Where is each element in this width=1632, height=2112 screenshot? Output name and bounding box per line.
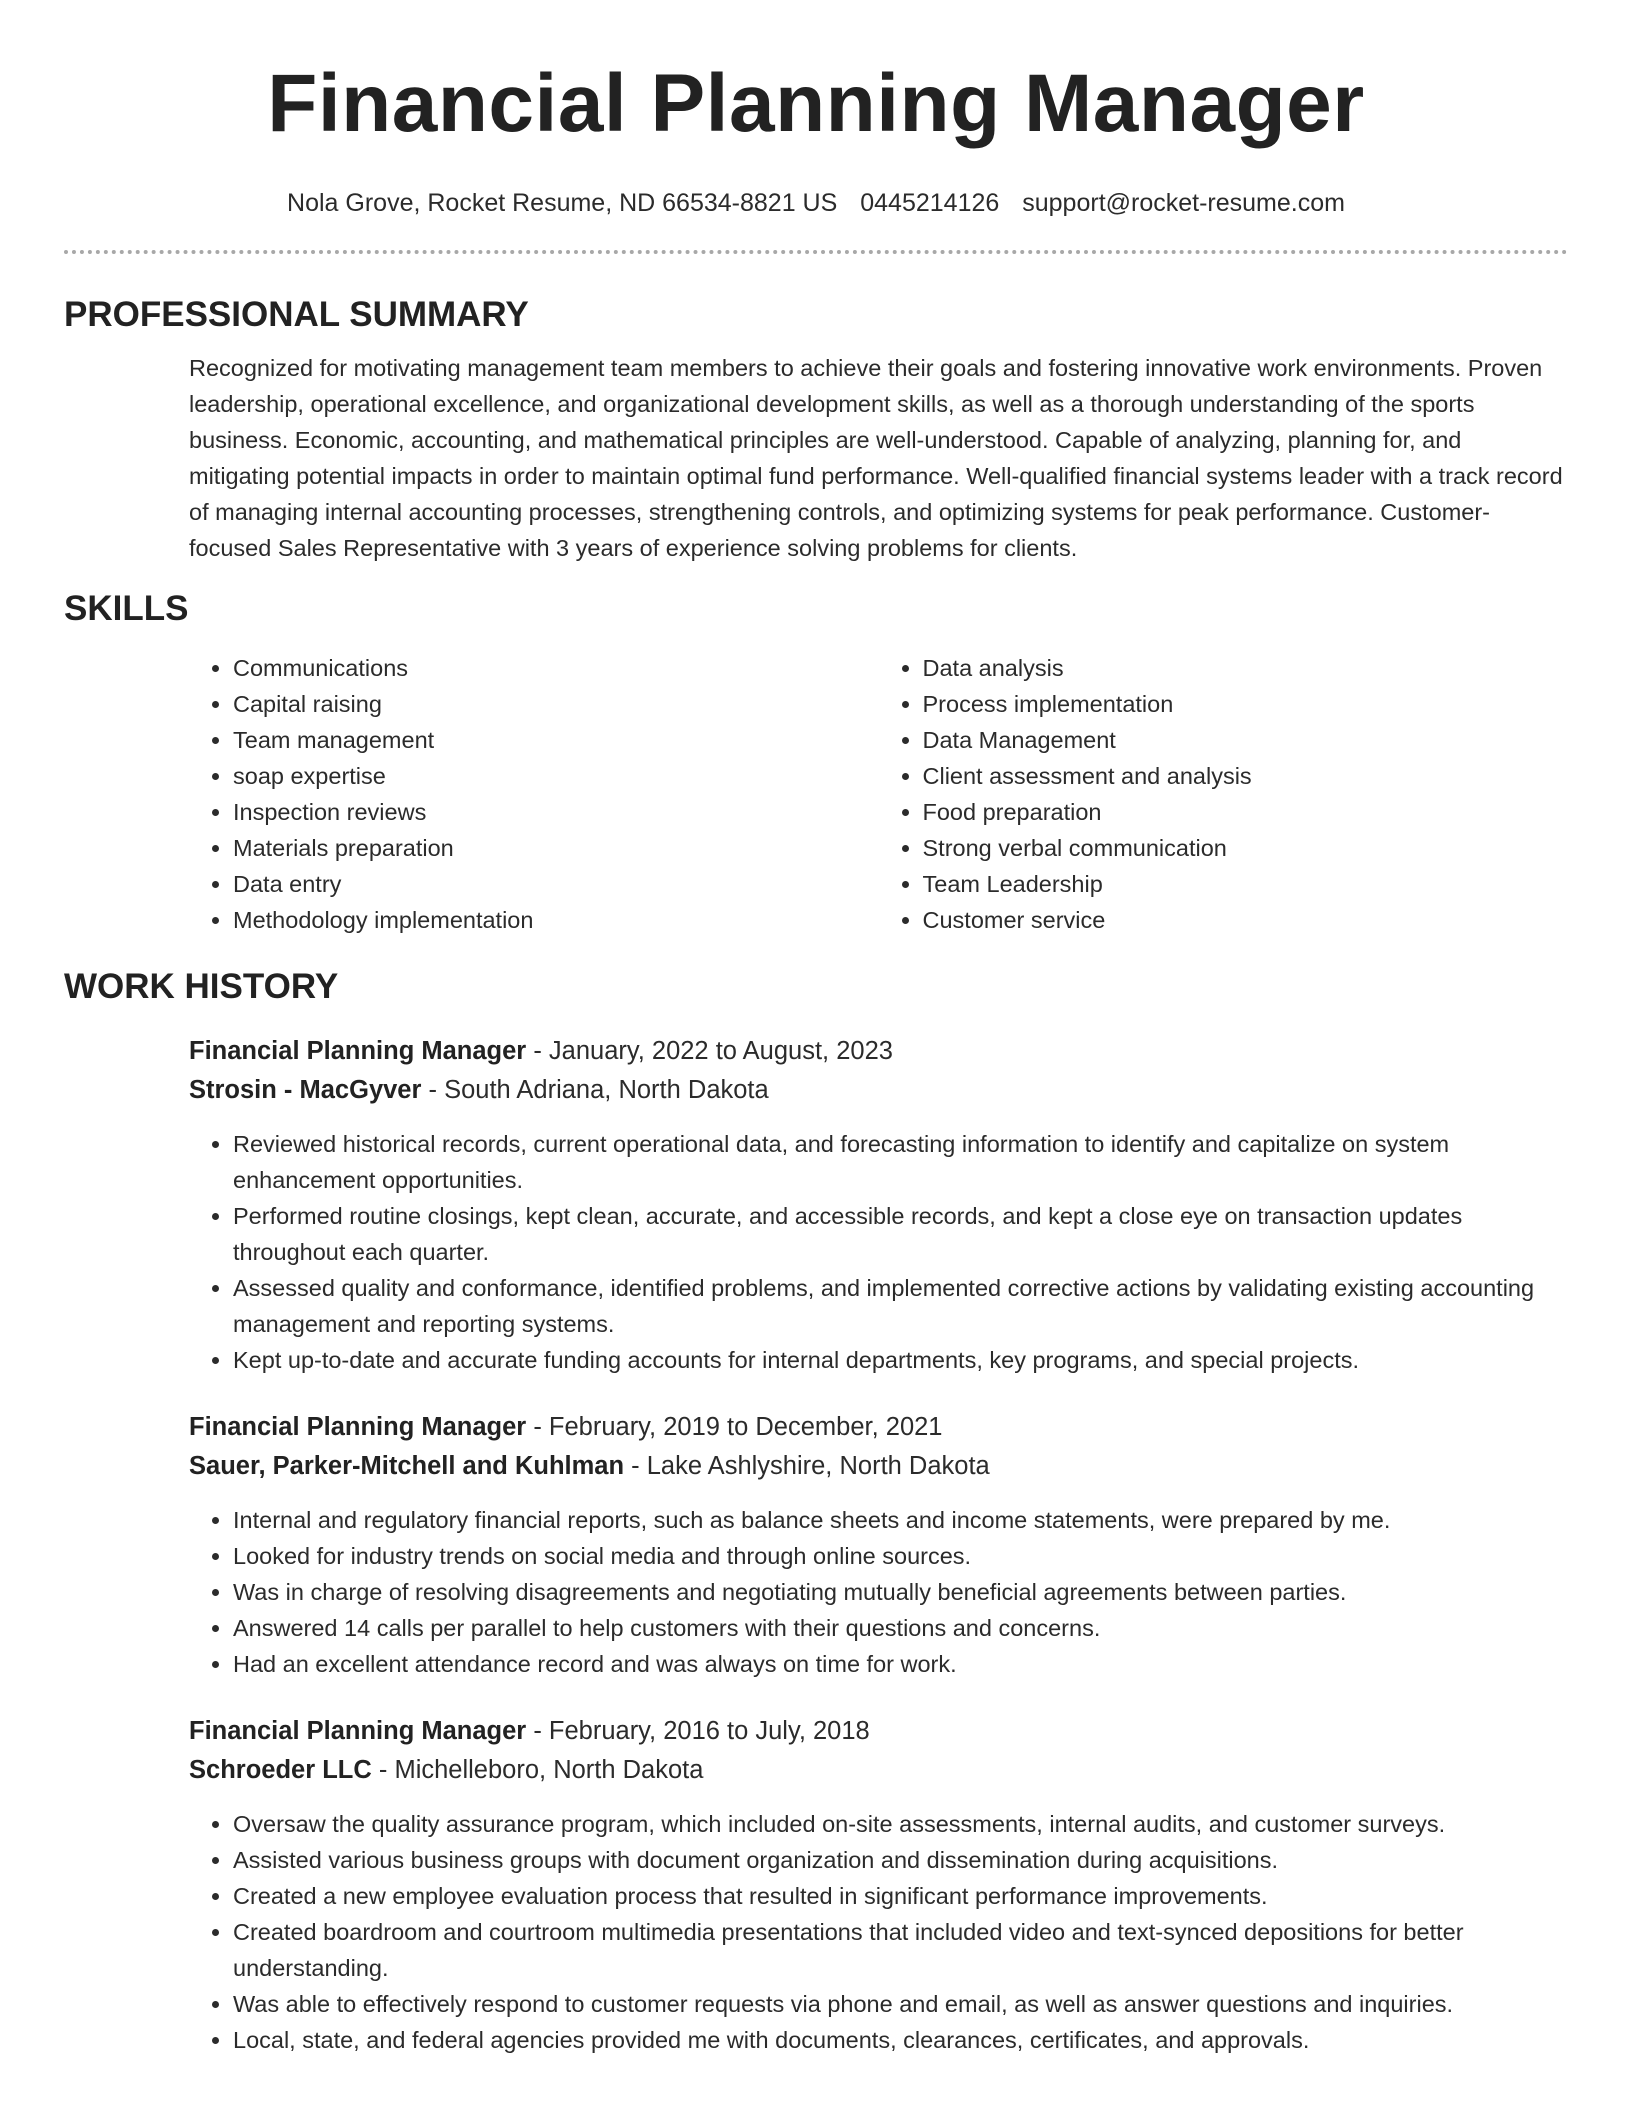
contact-email: support@rocket-resume.com xyxy=(1022,189,1345,217)
contact-address: Nola Grove, Rocket Resume, ND 66534-8821 US xyxy=(287,189,838,217)
skill-item: • Strong verbal communication xyxy=(923,830,1569,866)
duty-item: • Assessed quality and conformance, identified problems, and implemented corrective actions by validating existing accounting management and reporting systems. xyxy=(233,1270,1568,1342)
skill-item: • Team management xyxy=(233,722,879,758)
job-dates: - February, 2019 to December, 2021 xyxy=(526,1413,943,1441)
job-company: Strosin - MacGyver xyxy=(189,1076,422,1104)
job-entry xyxy=(0,1408,1632,1682)
summary-heading: PROFESSIONAL SUMMARY xyxy=(64,295,529,334)
skill-item: • Inspection reviews xyxy=(233,794,879,830)
duty-item: • Created a new employee evaluation process that resulted in significant performance improvements. xyxy=(233,1878,1568,1914)
skill-item: • Capital raising xyxy=(233,686,879,722)
job-dates: - January, 2022 to August, 2023 xyxy=(526,1037,893,1065)
job-company-line xyxy=(189,1751,1568,1790)
job-entry xyxy=(0,1712,1632,2058)
job-dates: - February, 2016 to July, 2018 xyxy=(526,1717,870,1745)
duty-item: • Created boardroom and courtroom multimedia presentations that included video and text-synced depositions for better understanding. xyxy=(233,1914,1568,1986)
duty-item: • Had an excellent attendance record and was always on time for work. xyxy=(233,1646,1568,1682)
skill-item: • soap expertise xyxy=(233,758,879,794)
skill-item: • Communications xyxy=(233,650,879,686)
job-company-line xyxy=(189,1447,1568,1486)
skill-item: • Data Management xyxy=(923,722,1569,758)
job-title-line xyxy=(189,1712,1568,1751)
duty-item: • Oversaw the quality assurance program, which included on-site assessments, internal audits, and customer surveys. xyxy=(233,1806,1568,1842)
skills-column-right xyxy=(879,650,1569,938)
job-title: Financial Planning Manager xyxy=(189,1413,527,1441)
skill-item: • Process implementation xyxy=(923,686,1569,722)
job-title: Financial Planning Manager xyxy=(189,1037,527,1065)
duty-item: • Assisted various business groups with document organization and dissemination during acquisitions. xyxy=(233,1842,1568,1878)
skill-item: • Team Leadership xyxy=(923,866,1569,902)
job-duties xyxy=(189,1502,1568,1682)
job-company: Schroeder LLC xyxy=(189,1756,372,1784)
header-divider xyxy=(64,250,1568,254)
skill-item: • Food preparation xyxy=(923,794,1569,830)
summary-text: Recognized for motivating management team members to achieve their goals and fostering innovative work environments. Proven leadership, operational excellence, and organizational development skills, as well as a thorough understanding of the sports business. Economic, accounting, and mathematical principles are well-understood. Capable of analyzing, planning for, and mitigating potential impacts in order to maintain optimal fund performance. Well-qualified financial systems leader with a track record of managing internal accounting processes, strengthening controls, and optimizing systems for peak performance. Customer-focused Sales Representative with 3 years of experience solving problems for clients. xyxy=(189,355,1563,561)
job-entry xyxy=(0,1032,1632,1378)
skill-item: • Methodology implementation xyxy=(233,902,879,938)
skill-item: • Client assessment and analysis xyxy=(923,758,1569,794)
job-duties xyxy=(189,1806,1568,2058)
job-title-line xyxy=(189,1408,1568,1447)
duty-item: • Was able to effectively respond to customer requests via phone and email, as well as answer questions and inquiries. xyxy=(233,1986,1568,2022)
duty-item: • Kept up-to-date and accurate funding accounts for internal departments, key programs, and special projects. xyxy=(233,1342,1568,1378)
duty-item: • Looked for industry trends on social media and through online sources. xyxy=(233,1538,1568,1574)
resume-name: Financial Planning Manager xyxy=(267,58,1365,149)
skills-heading: SKILLS xyxy=(64,589,189,628)
job-location: - South Adriana, North Dakota xyxy=(421,1076,769,1104)
skill-item: • Data analysis xyxy=(923,650,1569,686)
skill-item: • Customer service xyxy=(923,902,1569,938)
skill-item: • Data entry xyxy=(233,866,879,902)
job-title-line xyxy=(189,1032,1568,1071)
job-duties xyxy=(189,1126,1568,1378)
skills-list xyxy=(0,650,1632,938)
duty-item: • Local, state, and federal agencies provided me with documents, clearances, certificates, and approvals. xyxy=(233,2022,1568,2058)
skills-column-left xyxy=(189,650,879,938)
duty-item: • Was in charge of resolving disagreements and negotiating mutually beneficial agreements between parties. xyxy=(233,1574,1568,1610)
contact-line xyxy=(0,188,1632,218)
duty-item: • Internal and regulatory financial reports, such as balance sheets and income statements, were prepared by me. xyxy=(233,1502,1568,1538)
duty-item: • Reviewed historical records, current operational data, and forecasting information to identify and capitalize on system enhancement opportunities. xyxy=(233,1126,1568,1198)
work-heading: WORK HISTORY xyxy=(64,967,339,1006)
contact-phone: 0445214126 xyxy=(860,189,1000,217)
job-location: - Lake Ashlyshire, North Dakota xyxy=(624,1452,990,1480)
job-company: Sauer, Parker-Mitchell and Kuhlman xyxy=(189,1452,625,1480)
job-location: - Michelleboro, North Dakota xyxy=(371,1756,704,1784)
job-company-line xyxy=(189,1071,1568,1110)
duty-item: • Performed routine closings, kept clean, accurate, and accessible records, and kept a close eye on transaction updates throughout each quarter. xyxy=(233,1198,1568,1270)
duty-item: • Answered 14 calls per parallel to help customers with their questions and concerns. xyxy=(233,1610,1568,1646)
job-title: Financial Planning Manager xyxy=(189,1717,527,1745)
skill-item: • Materials preparation xyxy=(233,830,879,866)
